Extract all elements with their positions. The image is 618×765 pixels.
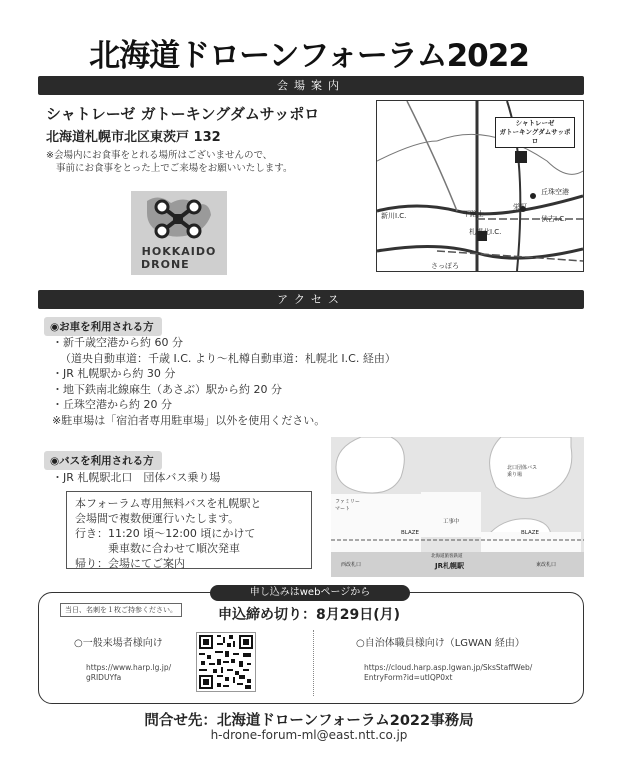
station-label-blaze-east: BLAZE bbox=[521, 530, 539, 536]
venue-name: シャトレーゼ ガトーキングダムサッポロ bbox=[46, 105, 320, 123]
logo-text-drone: DRONE bbox=[141, 258, 190, 271]
car-item-5: ・丘珠空港から約 20 分 bbox=[52, 398, 172, 411]
bus-info-box bbox=[66, 491, 312, 569]
map-label-sapporo: さっぽろ bbox=[431, 262, 459, 270]
map-label-shinkawa: 新川I.C. bbox=[381, 212, 407, 220]
station-label-familymart: ファミリー マート bbox=[335, 499, 360, 512]
map-label-sakaemachi: 栄町 bbox=[513, 203, 527, 211]
venue-map bbox=[376, 100, 584, 272]
station-label-construction: 工事中 bbox=[443, 519, 460, 525]
general-url-line-2[interactable]: gRIDUYfa bbox=[86, 673, 122, 682]
station-label-east-gate: 東改札口 bbox=[536, 562, 557, 568]
logo-text-hokkaido: HOKKAIDO bbox=[141, 245, 217, 258]
contact-line: 問合せ先：北海道ドローンフォーラム2022事務局 bbox=[144, 713, 474, 729]
access-section-header: アクセス bbox=[38, 290, 584, 309]
apply-divider bbox=[313, 630, 314, 696]
station-label-jr-hokkaido: 北海道旅客鉄道 bbox=[431, 554, 463, 559]
page-title: 北海道ドローンフォーラム2022 bbox=[89, 38, 529, 74]
car-item-6: ※駐車場は「宿泊者専用駐車場」以外を使用ください。 bbox=[52, 413, 326, 427]
station-label-west-gate: 西改札口 bbox=[341, 562, 362, 568]
station-label-bus-stop: 北口団体バス乗り場 bbox=[507, 465, 538, 478]
qr-code[interactable] bbox=[196, 632, 256, 692]
car-access-label: ◉お車を利用される方 bbox=[44, 317, 162, 336]
car-item-2: （道央自動車道：千歳 I.C. より〜札樽自動車道：札幌北 I.C. 経由） bbox=[60, 351, 396, 365]
general-visitor-url[interactable] bbox=[86, 663, 171, 683]
government-staff-url[interactable] bbox=[364, 663, 532, 683]
venue-address: 北海道札幌市北区東茨戸 132 bbox=[46, 130, 221, 145]
bus-access-item: ・JR 札幌駅北口 団体バス乗り場 bbox=[52, 471, 221, 484]
map-venue-label-line2: ガトーキングダムサッポロ bbox=[499, 128, 571, 145]
station-label-jr-sapporo: JR札幌駅 bbox=[435, 562, 464, 570]
gov-url-line-1[interactable]: https://cloud.harp.asp.lgwan.jp/SksStaffWeb/ bbox=[364, 663, 533, 672]
venue-section-header: 会場案内 bbox=[38, 76, 584, 95]
venue-note-1: ※会場内にお食事をとれる場所はございませんので、 bbox=[46, 150, 273, 161]
station-label-blaze-west: BLAZE bbox=[401, 530, 419, 536]
contact-email[interactable]: h-drone-forum-ml@east.ntt.co.jp bbox=[210, 728, 408, 742]
qr-code-icon bbox=[197, 633, 255, 691]
venue-note-2: 事前にお食事をとった上でご来場をお願いいたします。 bbox=[56, 163, 293, 174]
car-item-1: ・新千歳空港から約 60 分 bbox=[52, 336, 183, 349]
bus-box-line-4: 乗車数に合わせて順次発車 bbox=[75, 542, 240, 555]
bus-access-label: ◉バスを利用される方 bbox=[44, 451, 162, 470]
map-venue-label bbox=[495, 117, 575, 148]
map-label-fushiko: 伏古I.C. bbox=[541, 215, 567, 223]
map-label-shimoroshi: 下路士 bbox=[463, 210, 484, 218]
car-item-3: ・JR 札幌駅から約 30 分 bbox=[52, 367, 176, 380]
bus-box-line-2: 会場間で複数便運行いたします。 bbox=[75, 512, 240, 525]
car-access-list bbox=[52, 335, 396, 428]
bus-box-line-5: 帰り：会場にてご案内 bbox=[75, 557, 185, 570]
hokkaido-drone-logo bbox=[131, 191, 227, 275]
map-label-sapporo-kita: 札幌北I.C. bbox=[469, 228, 502, 236]
general-visitor-heading: ○一般来場者様向け bbox=[74, 638, 163, 649]
business-card-note: 当日、名刺を１枚ご持参ください。 bbox=[60, 603, 182, 617]
apply-pill: 申し込みはwebページから bbox=[210, 585, 410, 601]
bus-box-line-3: 行き：11:20 頃〜12:00 頃にかけて bbox=[75, 527, 256, 540]
station-map bbox=[331, 437, 584, 577]
map-label-okadama: 丘珠空港 bbox=[541, 188, 569, 196]
general-url-line-1[interactable]: https://www.harp.lg.jp/ bbox=[86, 663, 172, 672]
government-staff-heading: ○自治体職員様向け（LGWAN 経由） bbox=[356, 638, 525, 649]
car-item-4: ・地下鉄南北線麻生（あさぶ）駅から約 20 分 bbox=[52, 382, 282, 396]
bus-box-line-1: 本フォーラム専用無料バスを札幌駅と bbox=[75, 497, 262, 510]
gov-url-line-2[interactable]: EntryForm?id=utIQP0xt bbox=[364, 673, 453, 682]
application-deadline: 申込締め切り：8月29日(月) bbox=[217, 607, 401, 623]
map-venue-label-line1: シャトレーゼ bbox=[515, 119, 555, 127]
